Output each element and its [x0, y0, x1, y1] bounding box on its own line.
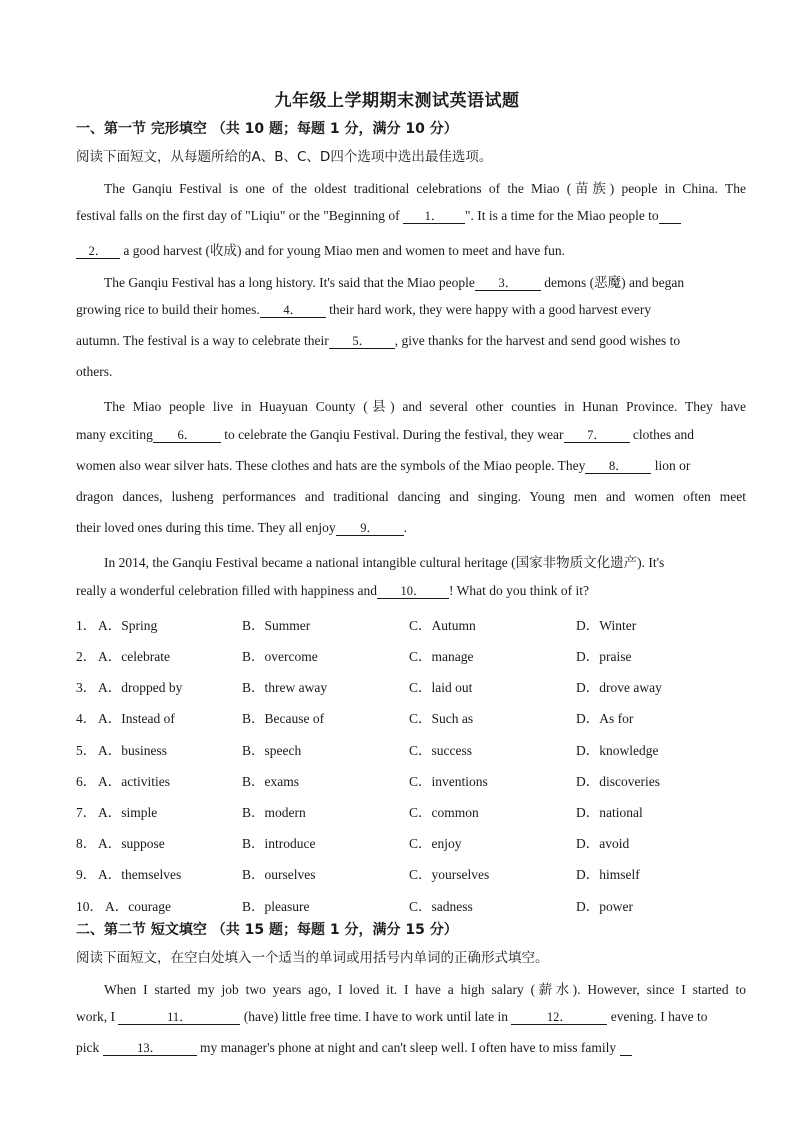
option-number: 9． — [76, 867, 97, 882]
passage-text: (have) little free time. I have to work until late in — [243, 1009, 509, 1024]
passage2-line — [76, 1009, 746, 1025]
passage1-line — [76, 583, 746, 599]
option-b[interactable]: B．overcome — [242, 649, 318, 664]
section2-heading: 二、第二节 短文填空 （共 15 题；每题 1 分，满分 15 分） — [76, 922, 458, 938]
option-number: 6． — [76, 774, 97, 789]
option-c[interactable]: C．enjoy — [409, 836, 462, 851]
blank-14-start[interactable] — [620, 1041, 632, 1056]
passage1-line — [76, 427, 746, 443]
passage-text: really a wonderful celebration filled with happiness and — [76, 583, 378, 598]
passage1-line — [76, 520, 746, 536]
option-d[interactable]: D．himself — [576, 867, 640, 882]
passage1-line — [76, 239, 746, 259]
section2-instruction: 阅读下面短文，在空白处填入一个适当的单词或用括号内单词的正确形式填空。 — [76, 950, 549, 966]
option-row — [76, 832, 756, 852]
blank-13[interactable]: 13． — [103, 1041, 197, 1056]
blank-11[interactable]: 11． — [118, 1010, 240, 1025]
blank-9: 9． — [336, 521, 404, 536]
option-row — [76, 707, 756, 727]
passage-text: to celebrate the Ganqiu Festival. During the festival, they wear — [224, 427, 564, 442]
option-c[interactable]: C．Such as — [409, 711, 474, 726]
blank-10: 10． — [377, 584, 449, 599]
passage1-line: The Miao people live in Huayuan County (县) and several other counties in Hunan Province. They have — [104, 399, 746, 414]
option-b[interactable]: B．pleasure — [242, 899, 310, 914]
option-b[interactable]: B．speech — [242, 743, 302, 758]
option-d[interactable]: D．power — [576, 899, 633, 914]
option-d[interactable]: D．Winter — [576, 618, 637, 633]
option-a[interactable]: A．Spring — [98, 618, 158, 633]
option-d[interactable]: D．national — [576, 805, 643, 820]
option-number: 4． — [76, 711, 97, 726]
option-c[interactable]: C．success — [409, 743, 472, 758]
passage-text: pick — [76, 1040, 100, 1055]
option-a[interactable]: A．courage — [105, 899, 171, 914]
passage-text: growing rice to build their homes. — [76, 302, 260, 317]
option-number: 5． — [76, 743, 97, 758]
passage-text: festival falls on the first day of "Liqiu" or the "Beginning of — [76, 208, 400, 223]
passage1-line: The Ganqiu Festival is one of the oldest traditional celebrations of the Miao (苗族) people in China. The — [104, 181, 746, 196]
passage1-line: In 2014, the Ganqiu Festival became a national intangible cultural heritage (国家非物质文化遗产). It's — [104, 555, 665, 570]
option-c[interactable]: C．laid out — [409, 680, 473, 695]
passage-text: The Ganqiu Festival has a long history. It's said that the Miao people — [104, 275, 475, 290]
blank-2: 2． — [76, 244, 120, 259]
option-b[interactable]: B．Because of — [242, 711, 325, 726]
blank-6: 6． — [153, 428, 221, 443]
option-number: 2． — [76, 649, 97, 664]
option-c[interactable]: C．yourselves — [409, 867, 490, 882]
option-b[interactable]: B．introduce — [242, 836, 316, 851]
option-b[interactable]: B．threw away — [242, 680, 328, 695]
option-row — [76, 614, 756, 634]
passage-text: work, I — [76, 1009, 115, 1024]
passage-text: many exciting — [76, 427, 153, 442]
option-number: 10． — [76, 899, 103, 914]
passage-text: , give thanks for the harvest and send good wishes to — [394, 333, 681, 348]
option-a[interactable]: A．simple — [98, 805, 158, 820]
option-a[interactable]: A．activities — [98, 774, 170, 789]
passage1-line — [104, 271, 746, 291]
section1-heading: 一、第一节 完形填空 （共 10 题；每题 1 分，满分 10 分） — [76, 121, 458, 137]
option-row — [76, 801, 756, 821]
passage2-line: When I started my job two years ago, I loved it. I have a high salary (薪水). However, since I started to — [104, 982, 746, 997]
blank-3: 3． — [475, 276, 541, 291]
passage-text: lion or — [654, 458, 691, 473]
blank-2-start — [659, 209, 681, 224]
passage-text: ! What do you think of it? — [449, 583, 590, 598]
option-c[interactable]: C．sadness — [409, 899, 473, 914]
option-row — [76, 645, 756, 665]
option-row — [76, 895, 756, 915]
passage-text: my manager's phone at night and can't sleep well. I often have to miss family — [200, 1040, 617, 1055]
option-c[interactable]: C．manage — [409, 649, 474, 664]
option-row — [76, 863, 756, 883]
passage-text: autumn. The festival is a way to celebrate their — [76, 333, 329, 348]
option-b[interactable]: B．ourselves — [242, 867, 316, 882]
passage-text: ". It is a time for the Miao people to — [464, 208, 659, 223]
option-a[interactable]: A．business — [98, 743, 168, 758]
blank-8: 8． — [585, 459, 651, 474]
option-a[interactable]: A．dropped by — [98, 680, 183, 695]
option-a[interactable]: A．celebrate — [98, 649, 170, 664]
passage-text: their loved ones during this time. They all enjoy — [76, 520, 336, 535]
passage1-line: dragon dances, lusheng performances and traditional dancing and singing. Young men and women often meet — [76, 489, 746, 504]
passage-text: evening. I have to — [610, 1009, 708, 1024]
option-d[interactable]: D．avoid — [576, 836, 630, 851]
option-d[interactable]: D．knowledge — [576, 743, 659, 758]
option-a[interactable]: A．themselves — [98, 867, 182, 882]
passage-text: their hard work, they were happy with a good harvest every — [329, 302, 652, 317]
option-number: 3． — [76, 680, 97, 695]
option-a[interactable]: A．Instead of — [98, 711, 175, 726]
passage1-line — [76, 458, 746, 474]
option-number: 8． — [76, 836, 97, 851]
passage-text: clothes and — [632, 427, 694, 442]
passage1-line — [76, 208, 746, 224]
option-d[interactable]: D．drove away — [576, 680, 662, 695]
blank-7: 7． — [564, 428, 630, 443]
option-number: 7． — [76, 805, 97, 820]
passage1-line — [76, 302, 746, 318]
option-d[interactable]: D．praise — [576, 649, 632, 664]
option-a[interactable]: A．suppose — [98, 836, 165, 851]
option-c[interactable]: C．inventions — [409, 774, 488, 789]
blank-4: 4． — [260, 303, 326, 318]
section1-instruction: 阅读下面短文，从每题所给的A、B、C、D四个选项中选出最佳选项。 — [76, 149, 493, 165]
option-d[interactable]: D．discoveries — [576, 774, 660, 789]
passage-text: demons (恶魔) and began — [544, 275, 685, 290]
option-b[interactable]: B．modern — [242, 805, 306, 820]
option-row — [76, 739, 756, 759]
passage2-line — [76, 1040, 746, 1056]
passage1-line: others. — [76, 364, 113, 379]
option-d[interactable]: D．As for — [576, 711, 634, 726]
option-row — [76, 770, 756, 790]
option-c[interactable]: C．Autumn — [409, 618, 476, 633]
option-number: 1． — [76, 618, 97, 633]
blank-1: 1． — [403, 209, 465, 224]
blank-12[interactable]: 12． — [511, 1010, 607, 1025]
blank-5: 5． — [329, 334, 395, 349]
passage-text: a good harvest (收成) and for young Miao men and women to meet and have fun. — [123, 243, 566, 258]
passage1-line — [76, 333, 746, 349]
option-b[interactable]: B．exams — [242, 774, 299, 789]
option-b[interactable]: B．Summer — [242, 618, 311, 633]
page-title: 九年级上学期期末测试英语试题 — [274, 91, 520, 111]
option-row — [76, 676, 756, 696]
passage-text: . — [403, 520, 407, 535]
option-c[interactable]: C．common — [409, 805, 479, 820]
passage-text: women also wear silver hats. These clothes and hats are the symbols of the Miao people. They — [76, 458, 586, 473]
